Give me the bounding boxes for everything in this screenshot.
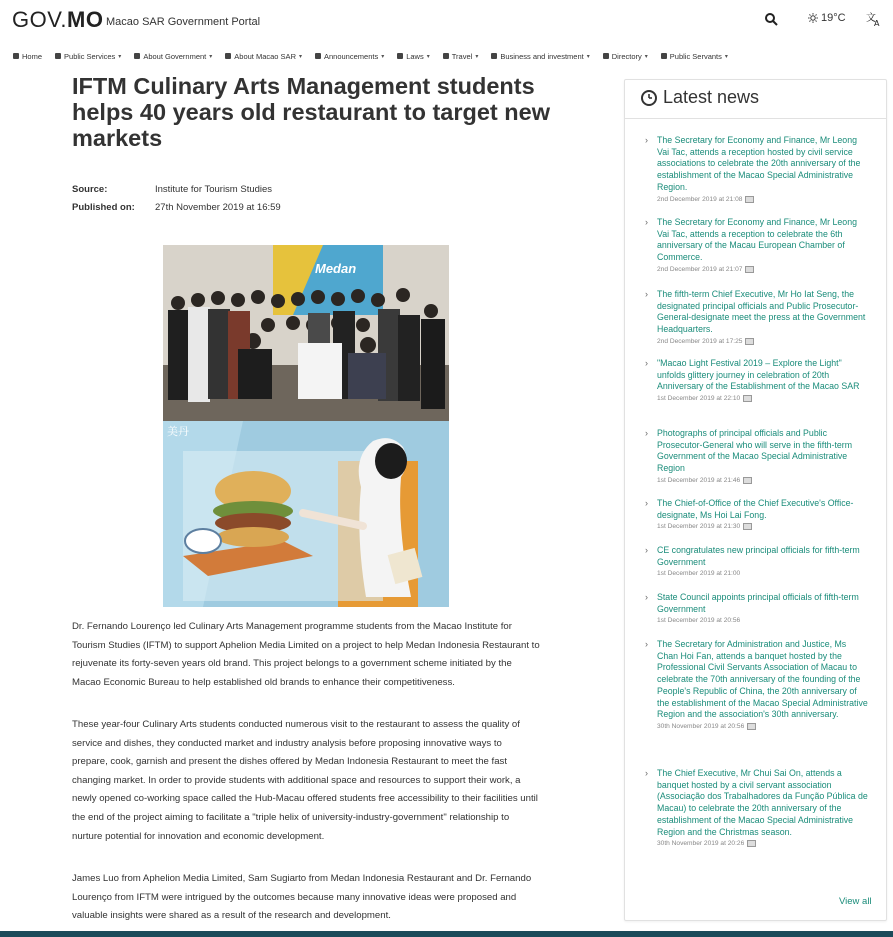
- news-link[interactable]: [645, 217, 869, 264]
- article-paragraph: Dr. Fernando Lourenço led Culinary Arts Management programme students from the Macao Institute for Tourism Studies (IFTM) to support Aphelion Media Limited on a project to help Medan Indonesia Restaurant to rejuvenate its forty-seven years old brand. This project belongs to a government scheme initiated by the Macao Economic Bureau to help established old brands to enhance their competitiveness.: [72, 621, 540, 688]
- chevron-right-icon: ›: [645, 428, 648, 438]
- book-icon: [225, 53, 231, 59]
- news-item: [645, 498, 869, 530]
- news-title: The Secretary for Administration and Justice, Ms Chan Hoi Fan, attends a banquet hosted by the Professional Civil Servants Association of Macau to celebrate the 70th anniversary of the founding of the People's Republic of China, the 20th anniversary of the establishment of the Macao Special Administrative Region and the association's 30th anniversary.: [657, 639, 868, 720]
- nav-item-about-macao-sar[interactable]: [225, 52, 302, 61]
- nav-item-label: About Macao SAR: [234, 51, 296, 61]
- sun-icon: [808, 13, 818, 23]
- latest-news-title: Latest news: [663, 87, 760, 107]
- news-date: 1st December 2019 at 22:10: [657, 395, 741, 403]
- news-title: The fifth-term Chief Executive, Mr Ho Iat Seng, the designated principal officials and Public Prosecutor-General-designate meet the press at the Government Headquarters.: [657, 289, 866, 335]
- news-title: "Macao Light Festival 2019 – Explore the Light" unfolds glittery journey in celebration of 20th Anniversary of the Establishment of the Macao SAR: [657, 358, 860, 392]
- weather-widget[interactable]: [808, 12, 846, 24]
- news-date: 1st December 2019 at 21:30: [657, 523, 741, 531]
- group-photo: [163, 245, 449, 421]
- svg-text:美丹: 美丹: [167, 425, 189, 438]
- nav-item-announcements[interactable]: [315, 52, 384, 61]
- main-navigation: [0, 46, 893, 66]
- nav-item-home[interactable]: [13, 52, 42, 61]
- nav-item-label: Home: [22, 51, 43, 61]
- article-paragraph: These year-four Culinary Arts students conducted numerous visit to the restaurant to assess the quality of service and dishes, they conducted market and industry analysis before proposing innovative ways to prepare, cook, garnish and present the dishes offered by Medan Indonesia Restaurant to meet the fast changing market. In order to provide students with additional space and resources to support their work, a newly opened co-working space called the Hub-Macau offered students free accessibility to their facilities until the end of the project aiming to facilitate a "triple helix of university-industry-government" relationship to nurture potential for innovation and economic development.: [72, 719, 538, 842]
- chevron-right-icon: ›: [645, 545, 648, 555]
- news-date: 2nd December 2019 at 21:07: [657, 265, 743, 273]
- news-link[interactable]: [645, 135, 869, 194]
- portal-name: Macao SAR Government Portal: [106, 16, 261, 28]
- news-date-row: [645, 395, 869, 402]
- image-icon: [743, 523, 752, 530]
- svg-text:文: 文: [866, 13, 876, 24]
- news-date-row: [645, 196, 869, 203]
- news-item: [645, 135, 869, 203]
- news-date-row: [645, 523, 869, 530]
- news-date: 30th November 2019 at 20:56: [657, 722, 745, 730]
- news-date-row: [645, 840, 869, 847]
- news-date-row: [645, 570, 869, 577]
- image-icon: [743, 395, 752, 402]
- news-item: [645, 768, 869, 847]
- news-date: 1st December 2019 at 21:00: [657, 570, 741, 578]
- news-link[interactable]: [645, 639, 869, 721]
- search-icon[interactable]: [764, 12, 778, 26]
- clock-icon: [641, 90, 657, 106]
- nav-item-about-government[interactable]: [134, 52, 212, 61]
- nav-item-business-and-investment[interactable]: [491, 52, 589, 61]
- chevron-right-icon: ›: [645, 592, 648, 602]
- news-title: The Secretary for Economy and Finance, Mr Leong Vai Tac, attends a reception hosted by civil service associations to celebrate the 20th anniversary of the establishment of the Macao Special Administrative Region.: [657, 135, 861, 192]
- users-icon: [661, 53, 667, 59]
- presentation-photo: [163, 421, 449, 607]
- document-icon: [315, 53, 321, 59]
- news-date: 1st December 2019 at 20:56: [657, 617, 741, 625]
- chevron-down-icon: ▾: [586, 53, 590, 60]
- image-icon: [745, 266, 754, 273]
- nav-item-travel[interactable]: [443, 52, 479, 61]
- news-item: [645, 545, 869, 577]
- view-all-link[interactable]: View all: [839, 896, 872, 907]
- chevron-down-icon: ▾: [209, 53, 213, 60]
- chevron-right-icon: ›: [645, 289, 648, 299]
- nav-item-directory[interactable]: [603, 52, 648, 61]
- source-value: Institute for Tourism Studies: [155, 184, 273, 195]
- temperature: 19°C: [821, 12, 846, 24]
- news-link[interactable]: [645, 768, 869, 838]
- svg-text:A: A: [874, 19, 880, 27]
- chevron-right-icon: ›: [645, 135, 648, 145]
- news-title: The Chief Executive, Mr Chui Sai On, attends a banquet hosted by a civil servant association (Associação dos Trabalhadores da Função Pública de Macau) to celebrate the 20th anniversary of the establishment of the Macao Special Administrative Region and the Christmas season.: [657, 768, 868, 837]
- scale-icon: [397, 53, 403, 59]
- chevron-down-icon: ▾: [644, 53, 648, 60]
- footer-strip: [0, 931, 893, 937]
- news-date: 30th November 2019 at 20:26: [657, 840, 745, 848]
- latest-news-panel: [624, 79, 887, 921]
- news-date: 1st December 2019 at 21:46: [657, 476, 741, 484]
- news-date: 2nd December 2019 at 21:08: [657, 195, 743, 203]
- news-link[interactable]: [645, 289, 869, 336]
- nav-item-label: Public Services: [64, 51, 116, 61]
- news-link[interactable]: [645, 358, 869, 393]
- language-icon[interactable]: [866, 11, 882, 27]
- published-value: 27th November 2019 at 16:59: [155, 202, 281, 213]
- news-link[interactable]: [645, 545, 869, 568]
- news-item: [645, 592, 869, 624]
- chevron-down-icon: ▾: [381, 53, 385, 60]
- news-title: The Secretary for Economy and Finance, Mr Leong Vai Tac, attends a reception to celebrate the 6th anniversary of the Macau European Chamber of Commerce.: [657, 217, 857, 263]
- news-title: The Chief-of-Office of the Chief Executive's Office- designate, Ms Hoi Lai Fong.: [657, 498, 854, 520]
- top-header: [0, 0, 893, 40]
- nav-item-label: Travel: [451, 51, 473, 61]
- news-link[interactable]: [645, 498, 869, 521]
- image-icon: [747, 723, 756, 730]
- news-date-row: [645, 477, 869, 484]
- chevron-down-icon: ▾: [475, 53, 479, 60]
- news-item: [645, 639, 869, 730]
- nav-item-public-servants[interactable]: [661, 52, 728, 61]
- nav-item-label: About Government: [143, 51, 207, 61]
- news-date: 2nd December 2019 at 17:25: [657, 337, 743, 345]
- group-photo-illustration: [163, 245, 449, 421]
- nav-item-label: Public Servants: [669, 51, 722, 61]
- news-item: [645, 358, 869, 402]
- news-date-row: [645, 723, 869, 730]
- chevron-right-icon: ›: [645, 498, 648, 508]
- news-item: [645, 217, 869, 273]
- presentation-photo-illustration: [163, 421, 449, 607]
- nav-item-public-services[interactable]: [55, 52, 121, 61]
- latest-news-header: [625, 80, 886, 119]
- chevron-right-icon: ›: [645, 217, 648, 227]
- image-icon: [743, 477, 752, 484]
- chevron-down-icon: ▾: [724, 53, 728, 60]
- chevron-right-icon: ›: [645, 768, 648, 778]
- news-link[interactable]: [645, 428, 869, 475]
- article-title: IFTM Culinary Arts Management students helps 40 years old restaurant to target new markets: [72, 73, 550, 151]
- nav-item-laws[interactable]: [397, 52, 430, 61]
- image-icon: [745, 196, 754, 203]
- info-icon: [55, 53, 61, 59]
- chevron-down-icon: ▾: [298, 53, 302, 60]
- site-logo[interactable]: GOV.MO: [12, 7, 104, 32]
- news-item: [645, 428, 869, 484]
- banner-text: Medan: [315, 261, 357, 276]
- article-photo[interactable]: [163, 245, 449, 607]
- news-date-row: [645, 266, 869, 273]
- published-label: Published on:: [72, 202, 135, 213]
- plane-icon: [443, 53, 449, 59]
- news-title: Photographs of principal officials and Public Prosecutor-General who will serve in the fifth-term Government of the Macao Special Administrative Region: [657, 428, 853, 474]
- home-icon: [13, 53, 19, 59]
- chevron-right-icon: ›: [645, 358, 648, 368]
- nav-item-label: Business and investment: [500, 51, 584, 61]
- news-date-row: [645, 617, 869, 624]
- chevron-down-icon: ▾: [426, 53, 430, 60]
- news-title: CE congratulates new principal officials for fifth-term Government: [657, 545, 860, 567]
- nav-item-label: Directory: [611, 51, 642, 61]
- source-label: Source:: [72, 184, 108, 195]
- chevron-down-icon: ▾: [118, 53, 122, 60]
- news-date-row: [645, 338, 869, 345]
- news-title: State Council appoints principal officials of fifth-term Government: [657, 592, 859, 614]
- image-icon: [745, 338, 754, 345]
- nav-item-label: Laws: [406, 51, 424, 61]
- news-link[interactable]: [645, 592, 869, 615]
- article-paragraph: James Luo from Aphelion Media Limited, Sam Sugiarto from Medan Indonesia Restaurant and Dr. Fernando Lourenço from IFTM were intrigued by the outcomes because many innovative ideas were proposed and valuable insights were shared as a result of the research and development.: [72, 873, 532, 922]
- news-item: [645, 289, 869, 345]
- briefcase-icon: [491, 53, 497, 59]
- building-icon: [134, 53, 140, 59]
- directory-icon: [603, 53, 609, 59]
- nav-item-label: Announcements: [324, 51, 379, 61]
- image-icon: [747, 840, 756, 847]
- chevron-right-icon: ›: [645, 639, 648, 649]
